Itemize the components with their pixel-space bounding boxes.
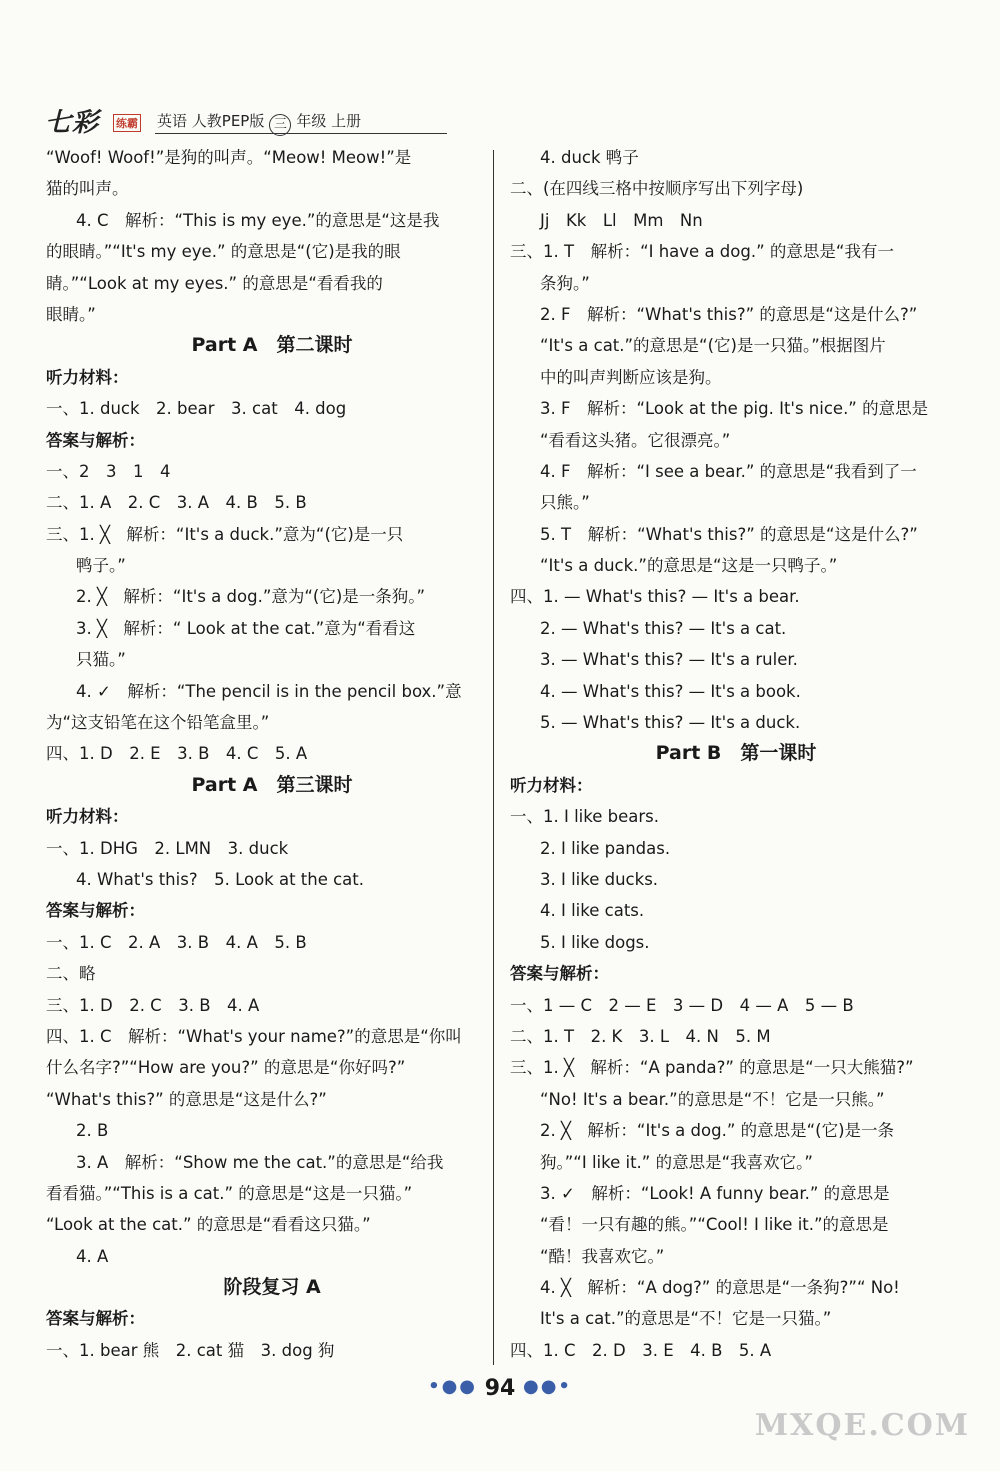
answer-line: 二、1. T 2. K 3. L 4. N 5. M <box>510 1026 771 1046</box>
section-label: 答案与解析： <box>46 430 145 450</box>
answer-line: 一、1. DHG 2. LMN 3. duck <box>46 838 289 858</box>
text-line: 条狗。” <box>540 273 590 293</box>
answer-line: 四、1. C 2. D 3. E 4. B 5. A <box>510 1340 772 1360</box>
text-line: “Woof! Woof!”是狗的叫声。“Meow! Meow!”是 <box>46 148 412 167</box>
text-line: 眼睛。” <box>46 304 96 324</box>
page-footer <box>0 1376 1000 1401</box>
answer-line: 一、1. duck 2. bear 3. cat 4. dog <box>46 399 347 419</box>
text-line: 中的叫声判断应该是狗。 <box>540 367 722 387</box>
answer-line: 4. — What's this? — It's a book. <box>540 681 801 701</box>
answer-line: 3. ╳ 解析：“ Look at the cat.”意为“看看这 <box>76 618 416 638</box>
answer-line: 4. I like cats. <box>540 901 645 921</box>
text-line: “看看这头猪。它很漂亮。” <box>540 430 731 450</box>
section-title: Part A 第二课时 <box>191 334 353 357</box>
text-line: 睛。”“Look at my eyes.” 的意思是“看看我的 <box>46 273 383 293</box>
answer-line: 3. I like ducks. <box>540 869 659 889</box>
answer-line: 三、1. ╳ 解析：“A panda?” 的意思是“一只大熊猫?” <box>510 1058 914 1078</box>
text-line: “No! It's a bear.”的意思是“不！它是一只熊。” <box>540 1089 885 1109</box>
text-line: “It's a duck.”的意思是“这是一只鸭子。” <box>540 556 838 576</box>
answer-line: 5. I like dogs. <box>540 932 650 952</box>
answer-line: Jj Kk Ll Mm Nn <box>540 210 703 230</box>
section-label: 听力材料： <box>46 367 129 387</box>
watermark-logo: MXQE.COM <box>754 1408 970 1443</box>
answer-line: 4. What's this? 5. Look at the cat. <box>76 869 365 889</box>
answer-line: 3. A 解析：“Show me the cat.”的意思是“给我 <box>76 1152 444 1172</box>
answer-line: 二、1. A 2. C 3. A 4. B 5. B <box>46 493 307 513</box>
brand-logo: 七彩 <box>45 108 100 138</box>
grade-circle: 三 <box>269 114 291 136</box>
answer-line: 一、2 3 1 4 <box>46 461 171 481</box>
answer-line: 4. duck 鸭子 <box>540 148 639 167</box>
answer-line: 二、略 <box>46 964 96 984</box>
right-column <box>510 142 962 1366</box>
section-title: Part A 第三课时 <box>191 773 353 796</box>
section-label: 答案与解析： <box>46 1309 145 1329</box>
answer-line: 2. — What's this? — It's a cat. <box>540 618 787 638</box>
answer-line: 三、1. ╳ 解析：“It's a duck.”意为“(它)是一只 <box>46 524 404 544</box>
section-label: 听力材料： <box>510 775 593 795</box>
page-header <box>45 100 405 136</box>
answer-line: 2. I like pandas. <box>540 838 671 858</box>
answer-line: 三、1. D 2. C 3. B 4. A <box>46 995 260 1015</box>
text-line: It's a cat.”的意思是“不！它是一只猫。” <box>540 1309 832 1329</box>
section-title: Part B 第一课时 <box>655 742 817 765</box>
dots-left-icon: •●● <box>428 1376 478 1397</box>
answer-line: 5. T 解析：“What's this?” 的意思是“这是什么?” <box>540 524 918 544</box>
text-line: 狗。”“I like it.” 的意思是“我喜欢它。” <box>540 1152 813 1172</box>
grade-suffix: 年级 上册 <box>296 112 362 130</box>
text-line: 只熊。” <box>540 493 590 513</box>
page-number: 94 <box>484 1376 516 1401</box>
answer-line: 一、1. bear 熊 2. cat 猫 3. dog 狗 <box>46 1340 335 1360</box>
book-subject: 英语 人教PEP版 <box>157 112 265 130</box>
answer-line: 4. F 解析：“I see a bear.” 的意思是“我看到了一 <box>540 461 917 481</box>
section-label: 听力材料： <box>46 807 129 827</box>
answer-line: 四、1. — What's this? — It's a bear. <box>510 587 800 607</box>
answer-line: 四、1. C 解析：“What's your name?”的意思是“你叫 <box>46 1026 462 1046</box>
answer-line: 一、1. C 2. A 3. B 4. A 5. B <box>46 932 307 952</box>
answer-line: 4. A <box>76 1246 109 1266</box>
answer-line: 5. — What's this? — It's a duck. <box>540 713 801 733</box>
answer-line: 一、1 — C 2 — E 3 — D 4 — A 5 — B <box>510 995 854 1015</box>
text-line: 的眼睛。”“It's my eye.” 的意思是“(它)是我的眼 <box>46 242 401 262</box>
text-line: “酷！我喜欢它。” <box>540 1246 665 1266</box>
answer-line: 4. C 解析：“This is my eye.”的意思是“这是我 <box>76 210 440 230</box>
brand-sub-logo: 练霸 <box>113 114 141 132</box>
column-divider <box>493 150 494 1365</box>
answer-line: 二、(在四线三格中按顺序写出下列字母) <box>510 179 804 199</box>
section-label: 答案与解析： <box>510 964 609 984</box>
text-line: “What's this?” 的意思是“这是什么?” <box>46 1089 327 1109</box>
text-line: 鸭子。” <box>76 556 126 576</box>
answer-line: 三、1. T 解析：“I have a dog.” 的意思是“我有一 <box>510 242 894 262</box>
answer-line: 3. — What's this? — It's a ruler. <box>540 650 798 670</box>
text-line: “看！一只有趣的熊。”“Cool! I like it.”的意思是 <box>540 1215 889 1235</box>
text-line: “It's a cat.”的意思是“(它)是一只猫。”根据图片 <box>540 336 886 356</box>
answer-line: 一、1. I like bears. <box>510 807 659 827</box>
section-label: 答案与解析： <box>46 901 145 921</box>
answer-line: 2. F 解析：“What's this?” 的意思是“这是什么?” <box>540 304 918 324</box>
text-line: 猫的叫声。 <box>46 179 129 199</box>
text-line: 为“这支铅笔在这个铅笔盒里。” <box>46 713 270 733</box>
left-column <box>46 142 498 1366</box>
answer-line: 4. ╳ 解析：“A dog?” 的意思是“一条狗?”“ No! <box>540 1278 900 1298</box>
answer-line: 3. ✓ 解析：“Look! A funny bear.” 的意思是 <box>540 1183 890 1203</box>
text-line: 只猫。” <box>76 650 126 670</box>
answer-line: 4. ✓ 解析：“The pencil is in the pencil box.”意 <box>76 681 462 701</box>
answer-line: 2. B <box>76 1121 109 1141</box>
text-line: “Look at the cat.” 的意思是“看看这只猫。” <box>46 1215 371 1235</box>
text-line: 什么名字?”“How are you?” 的意思是“你好吗?” <box>46 1058 406 1078</box>
answer-line: 2. ╳ 解析：“It's a dog.”意为“(它)是一条狗。” <box>76 587 426 607</box>
header-rule <box>155 133 447 134</box>
answer-line: 3. F 解析：“Look at the pig. It's nice.” 的意思是 <box>540 399 929 419</box>
dots-right-icon: ●●• <box>522 1376 572 1397</box>
text-line: 看看猫。”“This is a cat.” 的意思是“这是一只猫。” <box>46 1183 413 1203</box>
answer-line: 四、1. D 2. E 3. B 4. C 5. A <box>46 744 308 764</box>
answer-line: 2. ╳ 解析：“It's a dog.” 的意思是“(它)是一条 <box>540 1121 895 1141</box>
section-title: 阶段复习 A <box>223 1276 321 1299</box>
